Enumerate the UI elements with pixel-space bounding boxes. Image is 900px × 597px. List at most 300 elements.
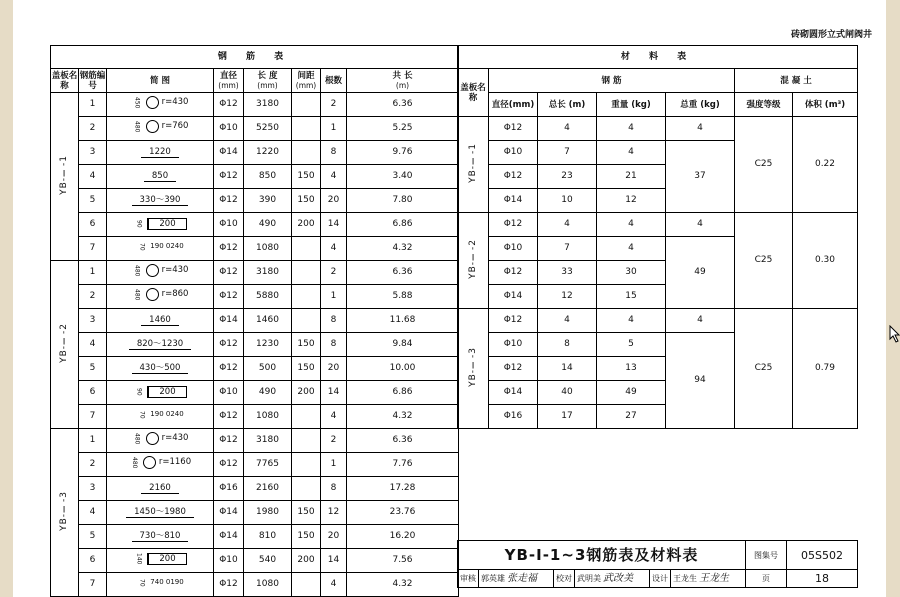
mat-header-concrete: 混 凝 土: [735, 69, 858, 93]
bar-length: 390: [244, 189, 292, 213]
bar-number: 5: [79, 189, 107, 213]
bar-diameter: Φ12: [214, 237, 244, 261]
sketch-label: 850: [144, 171, 176, 182]
sketch-label: r=430: [161, 433, 189, 444]
bar-count: 1: [321, 285, 347, 309]
mat-diameter: Φ10: [489, 237, 538, 261]
table-row: [51, 117, 459, 141]
rebar-header-text: 直径: [219, 70, 237, 81]
bar-sketch: [107, 477, 214, 501]
bar-total-length: 7.56: [347, 549, 459, 573]
mat-total-weight: 94: [666, 333, 735, 429]
bar-diameter: Φ12: [214, 405, 244, 429]
bar-diameter: Φ10: [214, 213, 244, 237]
mat-group-name: [458, 117, 489, 213]
table-row: [51, 213, 459, 237]
bar-sketch: [107, 165, 214, 189]
bar-count: 12: [321, 501, 347, 525]
sketch-side: 70: [138, 578, 146, 587]
bar-diameter: Φ12: [214, 285, 244, 309]
concrete-volume: 0.79: [793, 309, 858, 429]
bar-spacing: 200: [292, 213, 321, 237]
mat-diameter: Φ12: [489, 213, 538, 237]
table-row: [51, 261, 459, 285]
mat-diameter: Φ10: [489, 333, 538, 357]
mat-length: 4: [538, 213, 597, 237]
sketch-label: 820～1230: [129, 339, 191, 350]
sketch-side: 480: [130, 457, 138, 469]
mat-length: 12: [538, 285, 597, 309]
sketch-side: 480: [133, 121, 141, 133]
concrete-volume: 0.30: [793, 213, 858, 309]
bar-sketch: [107, 213, 214, 237]
mat-header-name: 盖板名称: [458, 69, 489, 117]
bar-count: 4: [321, 165, 347, 189]
bar-total-length: 6.86: [347, 213, 459, 237]
table-row: [51, 333, 459, 357]
rebar-header-text: (mm): [218, 80, 239, 90]
rebar-header-text: 钢筋编号: [79, 70, 106, 91]
bar-sketch: [107, 501, 214, 525]
ring-hook-icon: [146, 288, 159, 301]
mat-header-wt: 重量 (kg): [597, 93, 666, 117]
mat-length: 4: [538, 309, 597, 333]
bar-spacing: 150: [292, 357, 321, 381]
sketch-label: 190 0240: [150, 241, 184, 250]
bar-number: 2: [79, 117, 107, 141]
bar-total-length: 3.40: [347, 165, 459, 189]
sketch-side: 450: [133, 97, 141, 109]
ring-hook-icon: [146, 120, 159, 133]
rebar-table: [50, 45, 459, 597]
bar-total-length: 6.36: [347, 429, 459, 453]
rebar-header-text: 简 图: [150, 75, 170, 86]
sketch-label: 730～810: [132, 531, 189, 542]
bar-number: 4: [79, 165, 107, 189]
checker-signature: 武明美 武改美: [575, 570, 650, 588]
mat-length: 23: [538, 165, 597, 189]
bar-diameter: Φ10: [214, 117, 244, 141]
bar-spacing: 150: [292, 525, 321, 549]
bar-sketch: [107, 189, 214, 213]
bar-total-length: 5.88: [347, 285, 459, 309]
bar-sketch: [107, 285, 214, 309]
bar-count: 20: [321, 189, 347, 213]
mat-diameter: Φ12: [489, 357, 538, 381]
bar-total-length: 6.86: [347, 381, 459, 405]
bar-count: 14: [321, 213, 347, 237]
sketch-label: 2160: [141, 483, 179, 494]
bar-spacing: 150: [292, 333, 321, 357]
sketch-side: 90: [135, 219, 143, 228]
bar-spacing: [292, 141, 321, 165]
bar-total-length: 9.84: [347, 333, 459, 357]
group-name-text: YB-Ⅰ-1: [59, 154, 69, 195]
rebar-group-name: [51, 261, 79, 429]
rebar-header-text: (m): [395, 80, 410, 90]
bar-count: 4: [321, 405, 347, 429]
bar-total-length: 17.28: [347, 477, 459, 501]
sketch-label: 330～390: [132, 195, 189, 206]
mat-diameter: Φ12: [489, 165, 538, 189]
mat-header-grade: 强度等级: [735, 93, 793, 117]
table-row: [51, 549, 459, 573]
bar-count: 14: [321, 549, 347, 573]
sketch-label: 200: [147, 386, 186, 398]
mat-weight: 49: [597, 381, 666, 405]
review-label: 审核: [458, 570, 479, 588]
bar-count: 2: [321, 429, 347, 453]
bar-total-length: 9.76: [347, 141, 459, 165]
bar-total-length: 5.25: [347, 117, 459, 141]
bar-length: 1980: [244, 501, 292, 525]
bar-sketch: [107, 453, 214, 477]
mat-weight: 4: [597, 117, 666, 141]
bar-count: 1: [321, 117, 347, 141]
bar-length: 5880: [244, 285, 292, 309]
rebar-header-1: [79, 69, 107, 93]
bar-length: 1080: [244, 237, 292, 261]
material-table-title: 材 料 表: [458, 46, 858, 69]
bar-total-length: 6.36: [347, 261, 459, 285]
bar-number: 3: [79, 309, 107, 333]
sketch-label: r=1160: [158, 457, 192, 468]
table-row: [51, 381, 459, 405]
bar-spacing: [292, 261, 321, 285]
mat-diameter: Φ12: [489, 117, 538, 141]
sketch-label: 1220: [141, 147, 179, 158]
rebar-header-text: (mm): [295, 80, 317, 90]
rebar-header-0: [51, 69, 79, 93]
concrete-grade: C25: [735, 309, 793, 429]
bar-diameter: Φ14: [214, 141, 244, 165]
mat-length: 17: [538, 405, 597, 429]
bar-number: 6: [79, 381, 107, 405]
table-row: [51, 237, 459, 261]
bar-length: 2160: [244, 477, 292, 501]
bar-total-length: 23.76: [347, 501, 459, 525]
atlas-number: 05S502: [787, 541, 858, 570]
rebar-header-text: 共 长: [392, 70, 413, 81]
bar-number: 6: [79, 213, 107, 237]
table-row: [51, 429, 459, 453]
table-row: [51, 573, 459, 597]
rebar-header-3: [214, 69, 244, 93]
bar-length: 540: [244, 549, 292, 573]
sketch-side: 480: [133, 289, 141, 301]
rebar-header-text: (mm): [257, 80, 278, 90]
mat-total-weight: 37: [666, 141, 735, 213]
sketch-label: r=760: [161, 121, 189, 132]
rebar-group-name: [51, 93, 79, 261]
mat-diameter: Φ10: [489, 141, 538, 165]
bar-number: 3: [79, 477, 107, 501]
table-row: [51, 309, 459, 333]
rebar-header-text: 盖板名称: [51, 70, 78, 91]
rebar-header-2: [107, 69, 214, 93]
mat-length: 7: [538, 237, 597, 261]
bar-length: 490: [244, 381, 292, 405]
drawing-title: YB-Ⅰ-1~3钢筋表及材料表: [458, 541, 746, 570]
bar-length: 1460: [244, 309, 292, 333]
bar-count: 2: [321, 93, 347, 117]
bar-count: 4: [321, 573, 347, 597]
rebar-table-title: 钢 筋 表: [51, 46, 459, 69]
sketch-side: 70: [138, 410, 146, 419]
bar-count: 4: [321, 237, 347, 261]
table-row: [51, 93, 459, 117]
mat-diameter: Φ12: [489, 261, 538, 285]
bar-count: 20: [321, 525, 347, 549]
mat-total-weight: 49: [666, 237, 735, 309]
bar-spacing: [292, 477, 321, 501]
mat-group-name: [458, 213, 489, 309]
bar-spacing: [292, 237, 321, 261]
bar-diameter: Φ12: [214, 357, 244, 381]
rebar-header-4: [244, 69, 292, 93]
group-name-text: YB-Ⅰ-3: [467, 346, 478, 387]
table-row: [458, 309, 858, 333]
table-row: [51, 525, 459, 549]
ring-hook-icon: [146, 96, 159, 109]
bar-diameter: Φ10: [214, 549, 244, 573]
bar-sketch: [107, 261, 214, 285]
table-row: [51, 165, 459, 189]
bar-sketch: [107, 549, 214, 573]
mat-length: 40: [538, 381, 597, 405]
bar-length: 7765: [244, 453, 292, 477]
bar-sketch: [107, 573, 214, 597]
mat-weight: 4: [597, 213, 666, 237]
table-row: [51, 405, 459, 429]
table-row: [458, 213, 858, 237]
table-row: [51, 285, 459, 309]
bar-length: 500: [244, 357, 292, 381]
bar-count: 8: [321, 141, 347, 165]
page-header: 砖砌圆形立式闸阀井: [790, 30, 872, 40]
bar-spacing: [292, 117, 321, 141]
sketch-label: 740 0190: [150, 577, 184, 586]
bar-diameter: Φ10: [214, 381, 244, 405]
sketch-side: 70: [138, 242, 146, 251]
concrete-grade: C25: [735, 117, 793, 213]
bar-diameter: Φ12: [214, 93, 244, 117]
bar-count: 1: [321, 453, 347, 477]
bar-sketch: [107, 237, 214, 261]
bar-total-length: 7.76: [347, 453, 459, 477]
group-name-text: YB-Ⅰ-3: [59, 490, 69, 531]
rebar-group-name: [51, 429, 79, 597]
mat-length: 33: [538, 261, 597, 285]
mat-diameter: Φ14: [489, 189, 538, 213]
bar-number: 2: [79, 285, 107, 309]
bar-total-length: 11.68: [347, 309, 459, 333]
mat-total-weight: 4: [666, 213, 735, 237]
sketch-label: 200: [147, 553, 186, 565]
designer-signature: 王龙生 王龙生: [671, 570, 746, 588]
bar-total-length: 4.32: [347, 405, 459, 429]
mat-weight: 13: [597, 357, 666, 381]
bar-diameter: Φ12: [214, 333, 244, 357]
sketch-side: 480: [133, 433, 141, 445]
bar-count: 8: [321, 309, 347, 333]
sketch-label: 1450～1980: [126, 507, 194, 518]
bar-diameter: Φ12: [214, 573, 244, 597]
mat-weight: 5: [597, 333, 666, 357]
mat-length: 10: [538, 189, 597, 213]
bar-diameter: Φ16: [214, 477, 244, 501]
bar-length: 1220: [244, 141, 292, 165]
bar-sketch: [107, 117, 214, 141]
bar-count: 8: [321, 477, 347, 501]
mat-total-weight: 4: [666, 309, 735, 333]
ring-hook-icon: [146, 264, 159, 277]
bar-number: 5: [79, 357, 107, 381]
bar-spacing: 200: [292, 381, 321, 405]
mat-diameter: Φ16: [489, 405, 538, 429]
bar-length: 3180: [244, 429, 292, 453]
rebar-header-text: 间距: [297, 70, 315, 81]
title-block: [457, 540, 858, 588]
bar-spacing: [292, 93, 321, 117]
mat-group-name: [458, 309, 489, 429]
group-name-text: YB-Ⅰ-2: [467, 238, 478, 279]
bar-length: 850: [244, 165, 292, 189]
mat-weight: 12: [597, 189, 666, 213]
bar-sketch: [107, 357, 214, 381]
check-label: 校对: [554, 570, 575, 588]
bar-spacing: [292, 453, 321, 477]
ring-hook-icon: [146, 432, 159, 445]
table-row: [51, 189, 459, 213]
bar-sketch: [107, 429, 214, 453]
bar-total-length: 4.32: [347, 573, 459, 597]
mat-weight: 21: [597, 165, 666, 189]
sketch-label: r=430: [161, 97, 189, 108]
bar-number: 6: [79, 549, 107, 573]
bar-length: 1080: [244, 573, 292, 597]
bar-number: 5: [79, 525, 107, 549]
sketch-label: 190 0240: [150, 409, 184, 418]
mat-diameter: Φ14: [489, 381, 538, 405]
bar-spacing: [292, 429, 321, 453]
rebar-header-5: [292, 69, 321, 93]
bar-count: 8: [321, 333, 347, 357]
bar-count: 2: [321, 261, 347, 285]
page-number: 18: [787, 570, 858, 588]
bar-spacing: 150: [292, 165, 321, 189]
mat-header-dia: 直径(mm): [489, 93, 538, 117]
sketch-side: 90: [135, 387, 143, 396]
bar-spacing: 200: [292, 549, 321, 573]
bar-length: 3180: [244, 261, 292, 285]
bar-diameter: Φ14: [214, 501, 244, 525]
table-row: [458, 117, 858, 141]
sketch-side: 140: [135, 552, 143, 565]
mat-header-volume: 体积 (m³): [793, 93, 858, 117]
bar-sketch: [107, 525, 214, 549]
bar-diameter: Φ12: [214, 189, 244, 213]
bar-spacing: [292, 309, 321, 333]
bar-spacing: [292, 285, 321, 309]
design-label: 设计: [650, 570, 671, 588]
mat-weight: 4: [597, 237, 666, 261]
table-row: [51, 501, 459, 525]
sketch-label: r=430: [161, 265, 189, 276]
bar-number: 1: [79, 261, 107, 285]
mat-weight: 4: [597, 141, 666, 165]
bar-spacing: [292, 573, 321, 597]
bar-diameter: Φ14: [214, 525, 244, 549]
mat-header-total: 总重 (kg): [666, 93, 735, 117]
bar-length: 810: [244, 525, 292, 549]
bar-length: 1230: [244, 333, 292, 357]
rebar-header-text: 根数: [324, 75, 342, 86]
sketch-side: 480: [133, 265, 141, 277]
bar-spacing: [292, 405, 321, 429]
bar-number: 4: [79, 333, 107, 357]
bar-sketch: [107, 93, 214, 117]
concrete-grade: C25: [735, 213, 793, 309]
bar-count: 20: [321, 357, 347, 381]
concrete-volume: 0.22: [793, 117, 858, 213]
bar-sketch: [107, 381, 214, 405]
atlas-label: 图集号: [746, 541, 787, 570]
bar-sketch: [107, 309, 214, 333]
rebar-header-7: [347, 69, 459, 93]
mat-weight: 27: [597, 405, 666, 429]
bar-diameter: Φ12: [214, 165, 244, 189]
bar-count: 14: [321, 381, 347, 405]
sketch-label: 200: [147, 218, 186, 230]
bar-sketch: [107, 333, 214, 357]
reviewer-signature: 郭英雄 张走福: [479, 570, 554, 588]
mat-diameter: Φ12: [489, 309, 538, 333]
bar-spacing: 150: [292, 189, 321, 213]
mat-diameter: Φ14: [489, 285, 538, 309]
mat-length: 14: [538, 357, 597, 381]
mat-weight: 4: [597, 309, 666, 333]
table-row: [51, 357, 459, 381]
sketch-label: 430～500: [132, 363, 189, 374]
bar-total-length: 6.36: [347, 93, 459, 117]
mat-length: 7: [538, 141, 597, 165]
ring-hook-icon: [143, 456, 156, 469]
bar-spacing: 150: [292, 501, 321, 525]
bar-total-length: 7.80: [347, 189, 459, 213]
bar-number: 3: [79, 141, 107, 165]
bar-length: 1080: [244, 405, 292, 429]
bar-diameter: Φ12: [214, 261, 244, 285]
rebar-header-6: [321, 69, 347, 93]
bar-number: 1: [79, 429, 107, 453]
bar-sketch: [107, 141, 214, 165]
bar-sketch: [107, 405, 214, 429]
table-row: [51, 477, 459, 501]
group-name-text: YB-Ⅰ-2: [59, 322, 69, 363]
sketch-label: 1460: [141, 315, 179, 326]
bar-diameter: Φ12: [214, 453, 244, 477]
bar-number: 7: [79, 405, 107, 429]
bar-length: 3180: [244, 93, 292, 117]
bar-length: 5250: [244, 117, 292, 141]
mat-header-steel: 钢 筋: [489, 69, 735, 93]
sketch-label: r=860: [161, 289, 189, 300]
table-row: [51, 453, 459, 477]
table-row: [51, 141, 459, 165]
mat-length: 8: [538, 333, 597, 357]
mat-total-weight: 4: [666, 117, 735, 141]
